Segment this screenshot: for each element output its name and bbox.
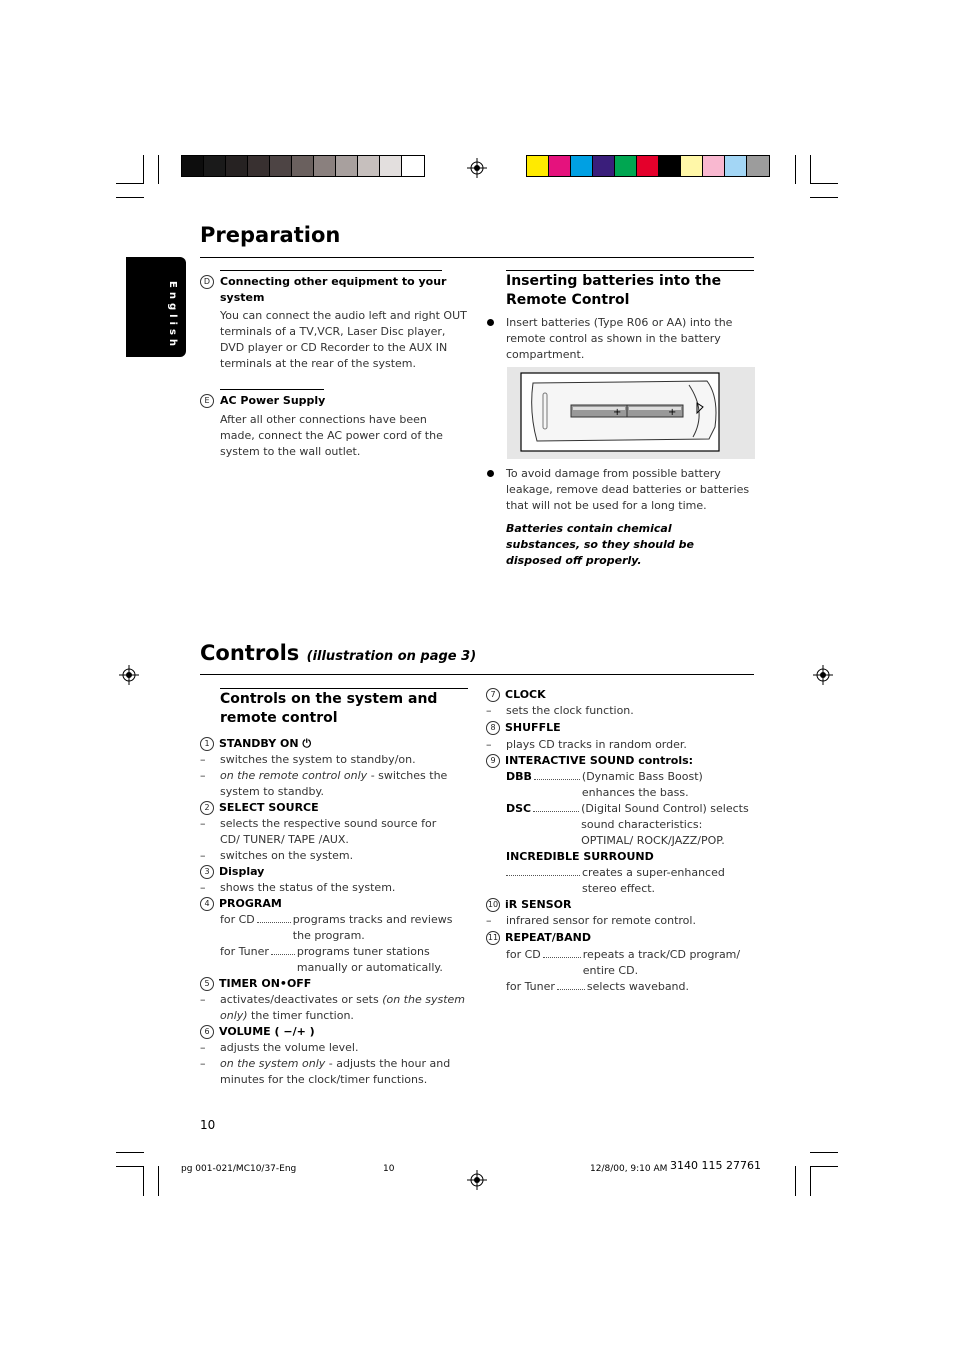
bullet-text: To avoid damage from possible battery leakage, remove dead batteries or batteries that will not be used for a long time. bbox=[506, 467, 750, 512]
svg-text:+: + bbox=[613, 407, 622, 418]
color-swatch bbox=[402, 156, 424, 176]
crop-mark bbox=[158, 1166, 159, 1196]
color-swatch bbox=[292, 156, 314, 176]
crop-mark bbox=[810, 1152, 838, 1153]
registration-mark-icon bbox=[467, 1170, 487, 1190]
color-swatch bbox=[747, 156, 769, 176]
control-desc: – switches the system to standby/on. bbox=[200, 753, 416, 766]
color-swatch bbox=[725, 156, 747, 176]
control-item-incredible-surround: INCREDIBLE SURROUND bbox=[506, 850, 654, 863]
registration-mark-icon bbox=[119, 665, 139, 685]
control-desc: DBB (Dynamic Bass Boost) enhances the bass. bbox=[506, 770, 703, 799]
color-swatch bbox=[270, 156, 292, 176]
color-swatch bbox=[593, 156, 615, 176]
color-swatch bbox=[358, 156, 380, 176]
color-swatch bbox=[182, 156, 204, 176]
color-swatch bbox=[571, 156, 593, 176]
control-desc: for CD repeats a track/CD program/ entire CD. bbox=[506, 948, 741, 977]
color-swatch bbox=[703, 156, 725, 176]
control-desc: – switches on the system. bbox=[200, 849, 354, 862]
crop-mark bbox=[810, 197, 838, 198]
page-number: 10 bbox=[200, 1118, 216, 1132]
section-text: After all other connections have been made, connect the AC power cord of the system to the wall outlet. bbox=[220, 413, 443, 458]
crop-mark bbox=[795, 1166, 796, 1196]
print-date: 12/8/00, 9:10 AM bbox=[590, 1164, 668, 1174]
crop-mark bbox=[116, 197, 144, 198]
control-item-repeat-band: 11 REPEAT/BAND bbox=[487, 931, 591, 944]
control-desc: for CD programs tracks and reviews the program. bbox=[220, 913, 453, 942]
control-item-standby: 1 STANDBY ON ⏻ bbox=[200, 736, 470, 752]
bullet-icon bbox=[487, 319, 494, 326]
control-item-ir-sensor: 10 iR SENSOR bbox=[487, 898, 572, 911]
control-item-shuffle: 8 SHUFFLE bbox=[486, 720, 756, 736]
battery-illustration bbox=[507, 367, 755, 459]
control-item-timer: 5 TIMER ON•OFF bbox=[200, 976, 470, 992]
crop-mark bbox=[795, 155, 796, 184]
svg-text:+: + bbox=[668, 407, 677, 418]
control-desc: for Tuner programs tuner stations manually or automatically. bbox=[220, 945, 443, 974]
page-title bbox=[200, 641, 476, 665]
crop-mark bbox=[810, 1166, 838, 1167]
section-divider bbox=[220, 389, 324, 390]
bullet-text: Insert batteries (Type R06 or AA) into the remote control as shown in the battery compartment. bbox=[506, 316, 733, 361]
file-name: pg 001-021/MC10/37-Eng bbox=[181, 1164, 297, 1174]
warning-text: Batteries contain chemical substances, so they should be disposed off properly. bbox=[506, 522, 694, 567]
section-heading: AC Power Supply bbox=[220, 394, 326, 407]
section-heading: Inserting batteries into the Remote Control bbox=[506, 273, 722, 308]
remote-control-battery-image bbox=[507, 367, 755, 459]
color-swatch bbox=[226, 156, 248, 176]
section-divider bbox=[506, 270, 754, 271]
control-item-interactive-sound: 9 INTERACTIVE SOUND controls: bbox=[486, 753, 756, 769]
crop-mark bbox=[116, 1152, 144, 1153]
control-item-display: 3 Display bbox=[200, 864, 470, 880]
crop-mark bbox=[810, 1166, 811, 1196]
color-swatch bbox=[380, 156, 402, 176]
language-label: English bbox=[167, 281, 178, 351]
registration-mark-icon bbox=[467, 158, 487, 178]
section-divider bbox=[220, 688, 468, 689]
control-desc: – on the system only - adjusts the hour and minutes for the clock/timer functions. bbox=[200, 1057, 451, 1086]
control-item-volume: 6 VOLUME ( −/+ ) bbox=[200, 1024, 470, 1040]
section-heading: Connecting other equipment to your system bbox=[220, 275, 447, 304]
controls-title-note: (illustration on page 3) bbox=[306, 649, 477, 664]
controls-title: Controls bbox=[200, 641, 300, 665]
control-desc: – plays CD tracks in random order. bbox=[486, 738, 687, 751]
document-code: 3140 115 27761 bbox=[670, 1159, 761, 1172]
control-desc: – selects the respective sound source for CD/ TUNER/ TAPE /AUX. bbox=[200, 817, 437, 846]
control-item-clock: 7 CLOCK bbox=[486, 687, 756, 703]
color-swatch bbox=[527, 156, 549, 176]
crop-mark bbox=[116, 183, 144, 184]
language-tab bbox=[126, 257, 186, 357]
title-divider bbox=[200, 674, 754, 675]
color-swatch bbox=[637, 156, 659, 176]
control-desc: for Tuner selects waveband. bbox=[506, 980, 690, 993]
control-desc: creates a super-enhanced stereo effect. bbox=[506, 865, 756, 897]
page-title: Preparation bbox=[200, 223, 341, 247]
registration-mark-icon bbox=[813, 665, 833, 685]
grayscale-calibration-bar bbox=[181, 155, 425, 177]
control-desc: DSC (Digital Sound Control) selects sound characteristics: OPTIMAL/ ROCK/JAZZ/POP. bbox=[506, 802, 749, 847]
section-marker-d: D bbox=[200, 274, 219, 290]
color-swatch bbox=[248, 156, 270, 176]
bullet-icon bbox=[487, 470, 494, 477]
control-desc: – shows the status of the system. bbox=[200, 881, 396, 894]
title-divider bbox=[200, 257, 754, 258]
control-desc: – on the remote control only - switches the system to standby. bbox=[200, 769, 448, 798]
section-marker-e: E bbox=[200, 393, 219, 409]
section-heading: Controls on the system and remote control bbox=[220, 691, 438, 726]
section-divider bbox=[220, 270, 442, 271]
crop-mark bbox=[810, 183, 838, 184]
control-desc: – sets the clock function. bbox=[486, 704, 634, 717]
color-calibration-bar bbox=[526, 155, 770, 177]
crop-mark bbox=[143, 1166, 144, 1196]
crop-mark bbox=[116, 1166, 144, 1167]
control-desc: – infrared sensor for remote control. bbox=[486, 914, 696, 927]
color-swatch bbox=[549, 156, 571, 176]
control-desc: – adjusts the volume level. bbox=[200, 1041, 359, 1054]
color-swatch bbox=[204, 156, 226, 176]
crop-mark bbox=[810, 155, 811, 184]
color-swatch bbox=[336, 156, 358, 176]
color-swatch bbox=[659, 156, 681, 176]
section-text: You can connect the audio left and right OUT terminals of a TV,VCR, Laser Disc player, DVD player or CD Recorder to the AUX IN terminals at the rear of the system. bbox=[220, 309, 467, 370]
control-item-program: 4 PROGRAM bbox=[200, 896, 470, 912]
color-swatch bbox=[314, 156, 336, 176]
file-page: 10 bbox=[383, 1164, 395, 1174]
color-swatch bbox=[681, 156, 703, 176]
control-item-select-source: 2 SELECT SOURCE bbox=[200, 800, 470, 816]
crop-mark bbox=[143, 155, 144, 184]
control-desc: – activates/deactivates or sets (on the system only) the timer function. bbox=[200, 993, 465, 1022]
crop-mark bbox=[158, 155, 159, 184]
color-swatch bbox=[615, 156, 637, 176]
